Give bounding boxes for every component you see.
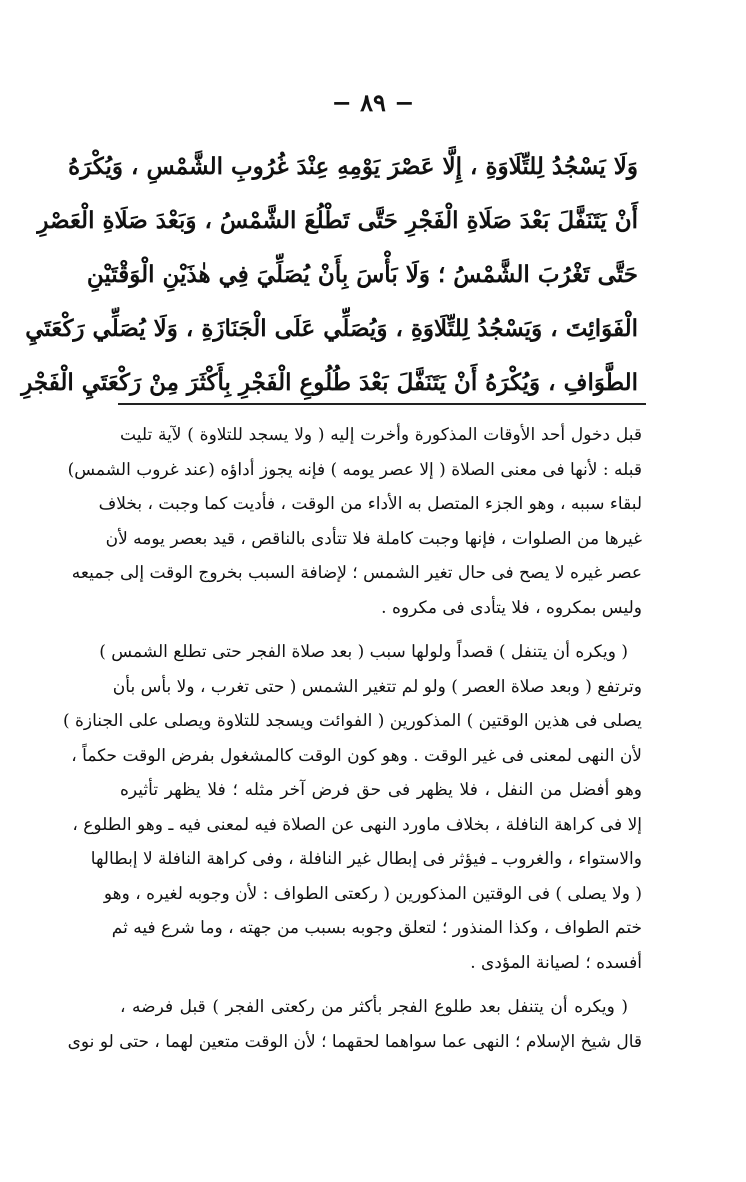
- commentary-line: غيرها من الصلوات ، فإنها وجبت كاملة فلا تتأدى بالناقص ، قيد بعصر يومه لأن: [105, 528, 642, 549]
- commentary-paragraph: [67, 990, 642, 1059]
- commentary-line: عصر غيره لا يصح فى حال تغير الشمس ؛ لإضافة السبب بخروج الوقت إلى جميعه: [71, 563, 642, 583]
- commentary-line: ختم الطواف ، وكذا المنذور ؛ لتعلق وجوبه بسبب من جهته ، وما شرع فيه ثم: [111, 918, 642, 938]
- commentary-line: يصلى فى هذين الوقتين ) المذكورين ( الفوائت ويسجد للتلاوة ويصلى على الجنازة ): [62, 711, 642, 731]
- commentary-line: إلا فى كراهة النافلة ، بخلاف ماورد النهى عن الصلاة فيه لمعنى فيه ـ وهو الطلوع ،: [72, 814, 642, 835]
- commentary-line: لأن النهى لمعنى فى غير الوقت . وهو كون الوقت كالمشغول بفرض الوقت حكماً ،: [71, 745, 642, 766]
- main-text-line: الْفَوَائِتَ ، وَيَسْجُدُ لِلتِّلَاوَةِ ، وَيُصَلِّي عَلَى الْجَنَازَةِ ، وَلَا يُصَلِّي رَكْعَتَيِ: [25, 315, 638, 342]
- commentary-line: ( ولا يصلى ) فى الوقتين المذكورين ( ركعتى الطواف : لأن وجوبه لغيره ، وهو: [103, 883, 642, 904]
- commentary-line: وترتفع ( وبعد صلاة العصر ) ولو لم تتغير الشمس ( حتى تغرب ، ولا بأس بأن: [112, 676, 642, 697]
- commentary-line: وهو أفضل من النفل ، فلا يظهر فى حق فرض آخر مثله ؛ فلا يظهر تأثيره: [120, 780, 642, 800]
- commentary-line: قال شيخ الإسلام ؛ النهى عما سواهما لحقهما ؛ لأن الوقت متعين لهما ، حتى لو نوى: [67, 1031, 642, 1052]
- main-text-block: [21, 140, 638, 410]
- commentary-block: [62, 418, 642, 1059]
- section-divider: [118, 403, 646, 405]
- commentary-line: قبل دخول أحد الأوقات المذكورة وأخرت إليه ( ولا يسجد للتلاوة ) لآية تليت: [120, 425, 642, 445]
- main-text-line: أَنْ يَتَنَفَّلَ بَعْدَ صَلَاةِ الْفَجْرِ حَتَّى تَطْلُعَ الشَّمْسُ ، وَبَعْدَ صَلَاةِ الْعَصْرِ: [37, 207, 638, 234]
- main-text-line: وَلَا يَسْجُدُ لِلتِّلَاوَةِ ، إِلَّا عَصْرَ يَوْمِهِ عِنْدَ غُرُوبِ الشَّمْسِ ، وَيُكْرَهُ: [68, 153, 638, 180]
- commentary-paragraph: [62, 635, 642, 980]
- main-text-line: حَتَّى تَغْرُبَ الشَّمْسُ ؛ وَلَا بَأْسَ بِأَنْ يُصَلِّيَ فِي هٰذَيْنِ الْوَقْتَيْنِ: [86, 261, 638, 288]
- commentary-line: ( ويكره أن يتنفل بعد طلوع الفجر بأكثر من ركعتى الفجر ) قبل فرضه ،: [120, 997, 628, 1017]
- commentary-line: أفسده ؛ لصيانة المؤدى .: [470, 952, 642, 973]
- commentary-line: لبقاء سببه ، وهو الجزء المتصل به الأداء من الوقت ، فأديت كما وجبت ، بخلاف: [98, 494, 642, 514]
- commentary-line: والاستواء ، والغروب ـ فيؤثر فى إبطال غير النافلة ، وفى كراهة النافلة لا إبطالها: [90, 849, 642, 869]
- commentary-paragraph: [67, 418, 642, 625]
- page-number: − ٨٩ −: [331, 88, 415, 117]
- commentary-line: وليس بمكروه ، فلا يتأدى فى مكروه .: [381, 597, 642, 618]
- commentary-line: ( ويكره أن يتنفل ) قصداً ولولها سبب ( بعد صلاة الفجر حتى تطلع الشمس ): [99, 642, 628, 662]
- commentary-line: قبله : لأنها فى معنى الصلاة ( إلا عصر يومه ) فإنه يجوز أداؤه (عند غروب الشمس): [67, 459, 642, 480]
- main-text-line: الطَّوَافِ ، وَيُكْرَهُ أَنْ يَتَنَفَّلَ بَعْدَ طُلُوعِ الْفَجْرِ بِأَكْثَرَ مِنْ رَكْعَتَيِ الْفَجْرِ: [21, 369, 638, 396]
